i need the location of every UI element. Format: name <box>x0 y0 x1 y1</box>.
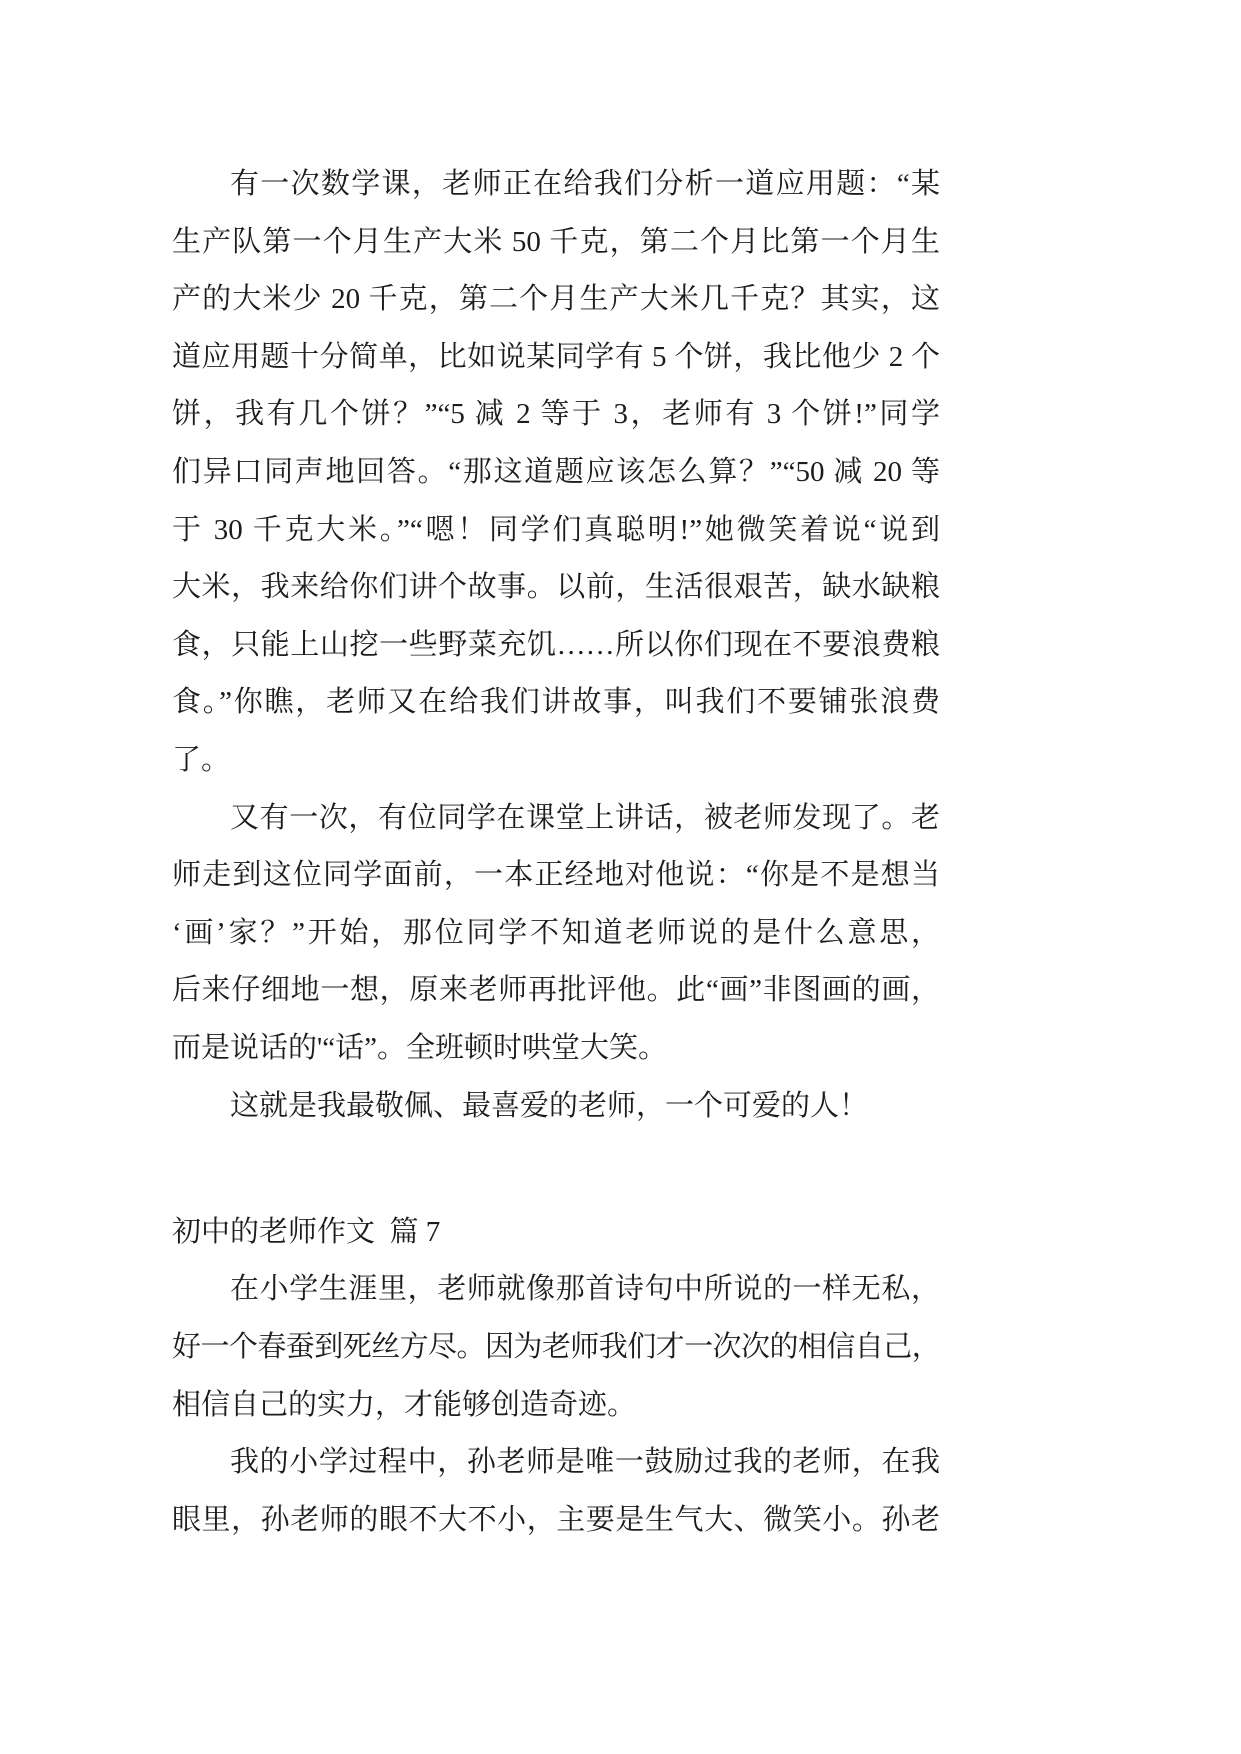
text-line: 相信自己的实力，才能够创造奇迹。 <box>172 1388 637 1421</box>
text-line: 们异口同声地回答。“那这道题应该怎么算？”“50 减 20 等 <box>172 455 940 488</box>
text-line: 后来仔细地一想，原来老师再批评他。此“画”非图画的画， <box>172 974 940 1007</box>
text-line: 了。 <box>172 743 231 776</box>
paragraph <box>172 1078 940 1136</box>
text-line: 而是说话的'“话”。全班顿时哄堂大笑。 <box>172 1031 667 1064</box>
text-line: 我的小学过程中，孙老师是唯一鼓励过我的老师，在我 <box>230 1446 940 1479</box>
text-line: 食，只能上山挖一些野菜充饥……所以你们现在不要浪费粮 <box>172 628 940 661</box>
text-line: 道应用题十分简单，比如说某同学有 5 个饼，我比他少 2 个 <box>172 340 940 373</box>
text-line: 产的大米少 20 千克，第二个月生产大米几千克？其实，这 <box>172 283 940 316</box>
paragraph <box>172 1434 940 1549</box>
section-heading: 初中的老师作文 篇 7 <box>172 1215 441 1248</box>
text-line: 于 30 千克大米。”“嗯！同学们真聪明!”她微笑着说“说到 <box>172 513 940 546</box>
document-body <box>172 156 940 1549</box>
text-line: ‘画’家？”开始，那位同学不知道老师说的是什么意思， <box>172 916 940 949</box>
text-line: 生产队第一个月生产大米 50 千克，第二个月比第一个月生 <box>172 225 940 258</box>
text-line: 大米，我来给你们讲个故事。以前，生活很艰苦，缺水缺粮 <box>172 571 940 604</box>
text-line: 食。”你瞧，老师又在给我们讲故事，叫我们不要铺张浪费 <box>172 686 940 719</box>
paragraph <box>172 790 940 1078</box>
paragraph <box>172 156 940 790</box>
text-line: 饼，我有几个饼？”“5 减 2 等于 3，老师有 3 个饼!”同学 <box>172 398 940 431</box>
text-line: 在小学生涯里，老师就像那首诗句中所说的一样无私， <box>230 1273 940 1306</box>
text-line: 这就是我最敬佩、最喜爱的老师，一个可爱的人！ <box>230 1089 869 1122</box>
text-line: 有一次数学课，老师正在给我们分析一道应用题：“某 <box>230 168 940 200</box>
text-line: 又有一次，有位同学在课堂上讲话，被老师发现了。老 <box>230 801 940 834</box>
text-line: 眼里，孙老师的眼不大不小，主要是生气大、微笑小。孙老 <box>172 1503 940 1536</box>
paragraph <box>172 1261 940 1434</box>
text-line: 好一个春蚕到死丝方尽。因为老师我们才一次次的相信自己， <box>172 1331 940 1364</box>
text-line: 师走到这位同学面前，一本正经地对他说：“你是不是想当 <box>172 859 940 892</box>
